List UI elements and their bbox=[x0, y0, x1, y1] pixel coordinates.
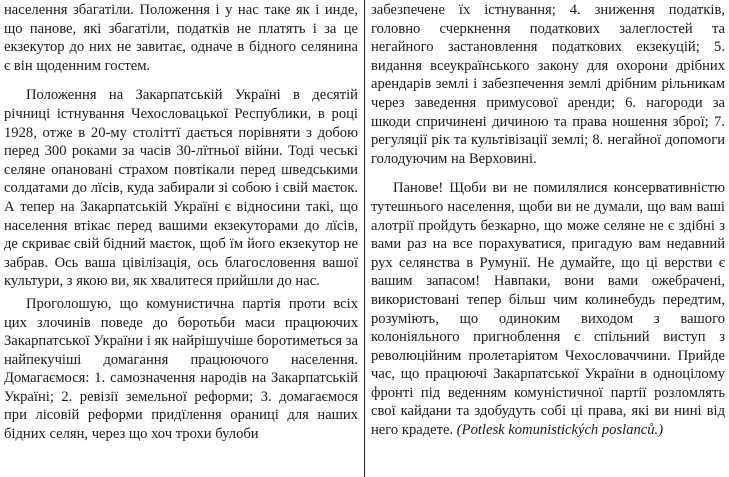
left-column bbox=[4, 1, 358, 477]
paragraph-intro: населення збагатіли. Положення і у нас таке як і инде, що панове, які збагатіли, податків не платять і за це екзекутор до них не завитає, одначе в бідного селянина є він щоденним гостем. bbox=[4, 2, 358, 74]
applause-note: (Potlesk komunistických poslanců.) bbox=[456, 422, 664, 439]
paragraph-appeal bbox=[371, 179, 725, 439]
paragraph-demands-continued: забезпечене їх істнування; 4. зниження податків, головно счеркнення податкових залеглостей та негайного застановлення податкових екзекуцій; 5. видання всеукраїнського закону для охорони дрібних арендарів землі і забезпечення землі дрібним рільникам через заведення примусової аренди; 6. нагороди за шкоди спричинені дичиною та права ношення зброї; 7. регуляції рік та культівізації землі; 8. негайної допомоги голодуючим на Верховині. bbox=[371, 2, 725, 167]
column-divider bbox=[364, 0, 365, 477]
paragraph-demands: Проголошую, що комунистична партія проти всіх цих злочинів поведе до боротьби маси працюючих Закарпатської України і як найрішучіше боротиметься за найпекучіші домагання працюючого населення. Домагаємося: 1. самозначення народів на Закарпатській Україні; 2. ревізії земельної реформи; 3. домагаємося при лісовій реформи придїлення ораниці для наших бідних селян, через що хоч трохи булоби bbox=[4, 295, 358, 443]
paragraph-situation: Положення на Закарпатській Україні в десятій річниці істнування Чехословацької Республики, в році 1928, отже в 20-му століттї дається порівняти з добою перед 300 роками за часів 30-лїтньої війни. Тоді чеські селяне опановані страхом повтікали перед шведськими солдатами до лїсів, куда забирали зі собою і свій маєток. А тепер на Закарпатській Україні є відносини такі, що населення втікає перед вашими екзекуторами до лїсів, де скриває свій бідний маєток, щоб їм його екзекутор не забрав. Ось ваша цівілізація, ось благословення вашої культури, з якою ви, як хвалитеся прийшли до нас. bbox=[4, 87, 358, 290]
appeal-text: Панове! Щоби ви не помилялися консервативністю тутешнього населення, щоби ви не думали, що вам ваші алотрії пройдуть безкарно, що може селяне не є здібні з вами раз на все порахуватися, пригадую вам недавний рух селянства в Румунії. Не думайте, що ці верстви є вашим запасом! Навпаки, вони вами ожебрачені, використовані тепер більш чим колинебудь передтим, розуміють, що одиноким виходом з вашого колоніяльного пригноблення є спільний виступ з революційним пролетаріятом Чехословаччини. Прийде час, що працюючі Закарпатської України в одноцілому фронті під веденням комуністичної партії розломлять свої кайдани та здобудуть собі ці права, які ви нині від него крадете. bbox=[371, 180, 725, 439]
right-column bbox=[371, 1, 725, 477]
